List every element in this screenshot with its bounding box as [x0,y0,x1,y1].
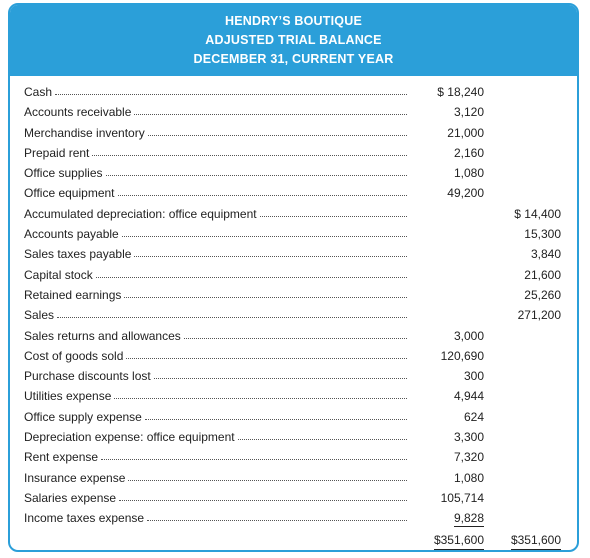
statement-title: ADJUSTED TRIAL BALANCE [205,33,382,47]
dot-leader [134,256,407,257]
account-name: Purchase discounts lost [24,369,151,384]
account-list [10,82,577,552]
dot-leader [92,155,407,156]
account-name: Insurance expense [24,470,126,485]
account-row [10,82,577,102]
account-row [10,183,577,203]
trial-balance-panel [8,3,579,552]
dot-leader [114,398,407,399]
debit-amount: 7,320 [453,450,484,465]
account-row [10,386,577,406]
account-row [10,346,577,366]
debit-amount: $ 18,240 [437,85,484,99]
dot-leader [147,520,407,521]
dot-leader [148,135,407,136]
account-row [10,244,577,264]
dot-leader [106,175,407,176]
debit-amount: 3,000 [453,328,484,343]
dot-leader [122,236,407,237]
account-name: Cash [24,85,53,99]
debit-total: $351,600 [434,532,484,552]
credit-amount: 15,300 [524,227,561,242]
account-name: Accumulated depreciation: office equipment [24,206,257,221]
debit-amount: 1,080 [453,166,484,181]
account-name: Salaries expense [24,490,117,505]
credit-amount: 21,600 [524,267,561,282]
account-row [10,447,577,467]
dot-leader [184,338,407,339]
credit-total: $351,600 [511,532,561,552]
company-name: HENDRY’S BOUTIQUE [225,14,362,28]
debit-amount: 3,120 [453,105,484,120]
totals-row [10,529,577,552]
account-name: Sales returns and allowances [24,328,181,343]
account-name: Merchandise inventory [24,125,145,140]
account-name: Office supply expense [24,409,142,424]
credit-amount: 271,200 [517,308,561,323]
dot-leader [238,439,407,440]
account-row [10,285,577,305]
debit-amount: 2,160 [453,145,484,160]
account-row [10,366,577,386]
account-row [10,163,577,183]
account-name: Prepaid rent [24,145,90,160]
account-row [10,427,577,447]
debit-amount: 3,300 [453,430,484,445]
dot-leader [96,277,407,278]
account-name: Rent expense [24,450,99,465]
account-name: Accounts receivable [24,105,132,120]
dot-leader [124,297,407,298]
account-row [10,143,577,163]
dot-leader [145,419,407,420]
debit-amount: 624 [463,409,484,424]
account-row [10,204,577,224]
dot-leader [57,317,407,318]
debit-amount: 49,200 [447,186,484,201]
debit-amount: 9,828 [453,511,484,526]
account-name: Accounts payable [24,227,119,242]
dot-leader [128,480,407,481]
account-row [10,326,577,346]
account-name: Sales taxes payable [24,247,132,262]
account-row [10,508,577,528]
account-row [10,468,577,488]
account-row [10,123,577,143]
dot-leader [119,500,407,501]
dot-leader [118,195,407,196]
account-row [10,407,577,427]
debit-amount: 105,714 [440,490,484,505]
account-name: Capital stock [24,267,93,282]
account-row [10,488,577,508]
dot-leader [101,459,407,460]
statement-header [10,5,577,76]
debit-amount: 21,000 [447,125,484,140]
account-name: Depreciation expense: office equipment [24,430,235,445]
account-name: Income taxes expense [24,511,145,526]
account-name: Office equipment [24,186,115,201]
credit-amount: $ 14,400 [514,206,561,221]
dot-leader [55,94,407,95]
debit-amount: 1,080 [453,470,484,485]
statement-date: DECEMBER 31, CURRENT YEAR [193,52,394,66]
dot-leader [260,216,407,217]
account-name: Retained earnings [24,287,122,302]
debit-amount: 4,944 [453,389,484,404]
account-name: Cost of goods sold [24,348,124,363]
account-row [10,224,577,244]
dot-leader [154,378,407,379]
debit-amount: 120,690 [440,348,484,363]
debit-amount: 300 [463,369,484,384]
account-row [10,265,577,285]
credit-amount: 25,260 [524,287,561,302]
account-name: Office supplies [24,166,103,181]
account-row [10,102,577,122]
dot-leader [126,358,407,359]
account-name: Sales [24,308,55,323]
dot-leader [134,114,407,115]
credit-amount: 3,840 [530,247,561,262]
account-name: Utilities expense [24,389,112,404]
account-row [10,305,577,325]
